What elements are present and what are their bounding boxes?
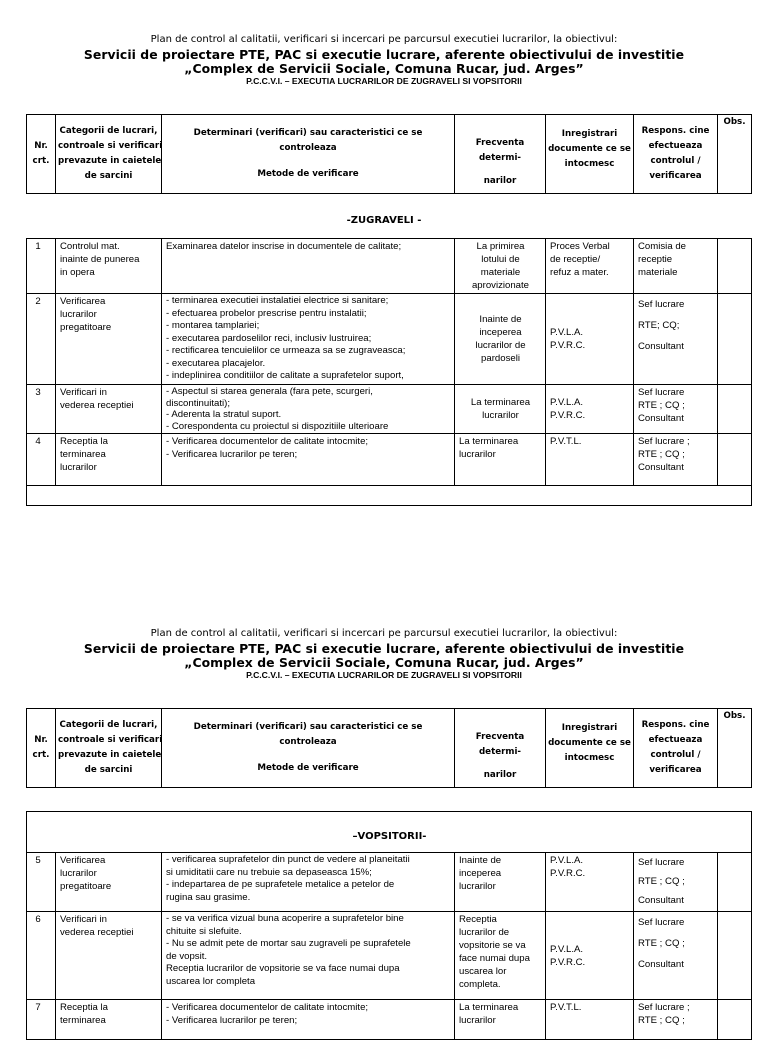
doc-heading-line2: Servicii de proiectare PTE, PAC si executie lucrare, aferente obiectivului de investitie — [83, 641, 685, 656]
col-header-inregistrari: Inregistrari documente ce se intocmesc — [546, 115, 634, 194]
row-determinari: - Aspectul si starea generala (fara pete, scurgeri, discontinuitati); - Aderenta la stratul suport. - Corespondenta cu proiectul si dispozitiile ulterioare — [162, 385, 455, 434]
row-categorie: Verificari in vederea receptiei — [56, 385, 162, 434]
table-row — [27, 912, 752, 1000]
row-categorie: Verificari in vederea receptiei — [56, 912, 162, 1000]
row-number: 6 — [27, 912, 56, 1000]
row-inregistrari: P.V.L.A. P.V.R.C. — [546, 294, 634, 385]
row-respons: Sef lucrare RTE; CQ; Consultant — [634, 294, 718, 385]
col-header-nr: Nr. crt. — [27, 709, 56, 788]
row-obs — [718, 239, 752, 294]
row-determinari: - verificarea suprafetelor din punct de vedere al planeitatii si umiditatii care nu trebuie sa depaseasca 15%; - indepartarea de pe suprafetele metalice a petelor de rugina sau grasime. — [162, 853, 455, 912]
col-header-determinari: Determinari (verificari) sau caracteristici ce se controleaza Metode de verificare — [162, 115, 455, 194]
vopsitorii-table — [26, 811, 752, 1040]
section-title-vopsitorii: –VOPSITORII- — [27, 812, 752, 853]
row-number: 1 — [27, 239, 56, 294]
row-determinari: Examinarea datelor inscrise in documentele de calitate; — [162, 239, 455, 294]
row-frecventa: La terminarea lucrarilor — [455, 1000, 546, 1040]
row-obs — [718, 294, 752, 385]
row-frecventa: La primirea lotului de materiale aprovizionate — [455, 239, 546, 294]
col-header-categorii: Categorii de lucrari, controale si verificari prevazute in caietele de sarcini — [56, 709, 162, 788]
row-obs — [718, 853, 752, 912]
col-header-determinari: Determinari (verificari) sau caracteristici ce se controleaza Metode de verificare — [162, 709, 455, 788]
doc-heading-line1: Plan de control al calitatii, verificari si incercari pe parcursul executiei lucrarilor, la obiectivul: — [150, 628, 618, 639]
row-determinari: - terminarea executiei instalatiei electrice si sanitare; - efectuarea probelor prescrise pentru instalatii; - montarea tamplariei; - executarea pardoselilor reci, inclusiv lustruirea; - rectificarea tencuielilor ce urmeaza sa se zugraveasca; - executarea placajelor. - indeplinirea conditiilor de calitate a suprafetelor suport, — [162, 294, 455, 385]
table-row — [27, 434, 752, 486]
row-obs — [718, 1000, 752, 1040]
col-header-nr: Nr. crt. — [27, 115, 56, 194]
row-frecventa: Receptia lucrarilor de vopsitorie se va face numai dupa uscarea lor completa. — [455, 912, 546, 1000]
col-header-frecventa: Frecventa determi- narilor — [455, 709, 546, 788]
row-number: 5 — [27, 853, 56, 912]
section-row — [27, 812, 752, 853]
row-frecventa: La terminarea lucrarilor — [455, 385, 546, 434]
row-categorie: Controlul mat. inainte de punerea in opera — [56, 239, 162, 294]
doc-heading-line1: Plan de control al calitatii, verificari si incercari pe parcursul executiei lucrarilor, la obiectivul: — [150, 34, 618, 45]
row-number: 4 — [27, 434, 56, 486]
row-frecventa: Inainte de inceperea lucrarilor de pardoseli — [455, 294, 546, 385]
row-inregistrari: P.V.T.L. — [546, 1000, 634, 1040]
row-inregistrari: P.V.L.A. P.V.R.C. — [546, 385, 634, 434]
col-header-respons: Respons. cine efectueaza controlul / verificarea — [634, 709, 718, 788]
table-row — [27, 294, 752, 385]
row-determinari: - se va verifica vizual buna acoperire a suprafetelor bine chituite si slefuite. - Nu se admit pete de mortar sau zugraveli pe suprafetele de vopsit. Receptia lucrarilor de vopsitorie se va face numai dupa uscarea lor completa — [162, 912, 455, 1000]
col-header-frecventa: Frecventa determi- narilor — [455, 115, 546, 194]
row-categorie: Verificarea lucrarilor pregatitoare — [56, 853, 162, 912]
table-row-empty — [27, 486, 752, 506]
doc-heading-line2: Servicii de proiectare PTE, PAC si executie lucrare, aferente obiectivului de investitie — [83, 47, 685, 62]
row-categorie: Receptia la terminarea lucrarilor — [56, 434, 162, 486]
col-header-obs: Obs. — [718, 115, 752, 194]
row-number: 7 — [27, 1000, 56, 1040]
row-inregistrari: P.V.L.A. P.V.R.C. — [546, 853, 634, 912]
row-obs — [718, 385, 752, 434]
row-respons: Sef lucrare RTE ; CQ ; Consultant — [634, 385, 718, 434]
doc-heading-line3: „Complex de Servicii Sociale, Comuna Rucar, jud. Arges” — [184, 61, 584, 76]
col-header-obs: Obs. — [718, 709, 752, 788]
column-header-table — [26, 114, 752, 194]
empty-row-cell — [27, 486, 752, 506]
row-inregistrari: Proces Verbal de receptie/ refuz a mater. — [546, 239, 634, 294]
table-row — [27, 853, 752, 912]
row-obs — [718, 912, 752, 1000]
table-row — [27, 1000, 752, 1040]
row-categorie: Verificarea lucrarilor pregatitoare — [56, 294, 162, 385]
zugraveli-table — [26, 238, 752, 506]
doc-heading-line4: P.C.C.V.I. – EXECUTIA LUCRARILOR DE ZUGRAVELI SI VOPSITORII — [246, 76, 522, 86]
col-header-categorii: Categorii de lucrari, controale si verificari prevazute in caietele de sarcini — [56, 115, 162, 194]
table-row — [27, 239, 752, 294]
row-inregistrari: P.V.T.L. — [546, 434, 634, 486]
row-respons: Comisia de receptie materiale — [634, 239, 718, 294]
row-respons: Sef lucrare ; RTE ; CQ ; Consultant — [634, 434, 718, 486]
doc-heading-line3: „Complex de Servicii Sociale, Comuna Rucar, jud. Arges” — [184, 655, 584, 670]
row-determinari: - Verificarea documentelor de calitate intocmite; - Verificarea lucrarilor pe teren; — [162, 434, 455, 486]
row-inregistrari: P.V.L.A. P.V.R.C. — [546, 912, 634, 1000]
row-frecventa: La terminarea lucrarilor — [455, 434, 546, 486]
row-obs — [718, 434, 752, 486]
row-determinari: - Verificarea documentelor de calitate intocmite; - Verificarea lucrarilor pe teren; — [162, 1000, 455, 1040]
col-header-respons: Respons. cine efectueaza controlul / verificarea — [634, 115, 718, 194]
table-row — [27, 385, 752, 434]
doc-heading-line4: P.C.C.V.I. – EXECUTIA LUCRARILOR DE ZUGRAVELI SI VOPSITORII — [246, 670, 522, 680]
col-header-inregistrari: Inregistrari documente ce se intocmesc — [546, 709, 634, 788]
row-categorie: Receptia la terminarea — [56, 1000, 162, 1040]
section-title-zugraveli: -ZUGRAVELI - — [346, 215, 422, 226]
row-respons: Sef lucrare RTE ; CQ ; Consultant — [634, 912, 718, 1000]
row-respons: Sef lucrare ; RTE ; CQ ; — [634, 1000, 718, 1040]
row-number: 3 — [27, 385, 56, 434]
row-respons: Sef lucrare RTE ; CQ ; Consultant — [634, 853, 718, 912]
row-number: 2 — [27, 294, 56, 385]
row-frecventa: Inainte de inceperea lucrarilor — [455, 853, 546, 912]
column-header-table — [26, 708, 752, 788]
